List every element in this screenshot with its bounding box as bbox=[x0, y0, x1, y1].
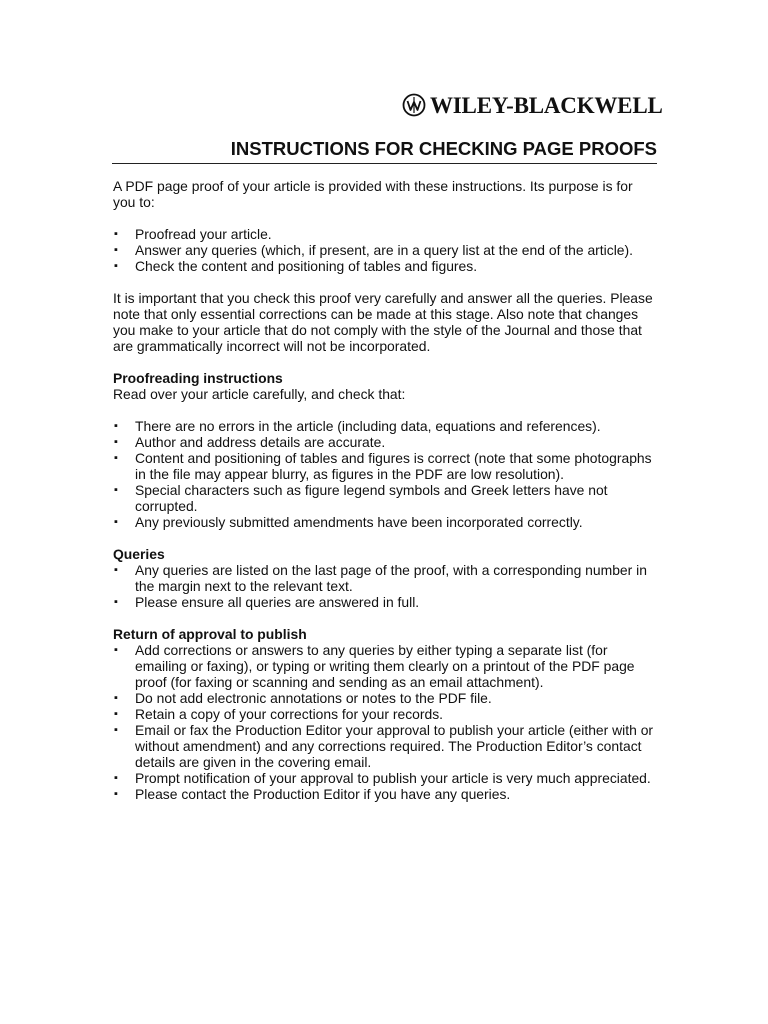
list-item: ▪ Add corrections or answers to any queries by either typing a separate list (for emailing or faxing), or typing or writing them clearly on a printout of the PDF page proof (for faxing or scanning and sending as an email attachment). bbox=[113, 642, 658, 690]
important-note-paragraph: It is important that you check this proof very carefully and answer all the queries. Please note that only essential corrections can be made at this stage. Also note that changes you make to your article that do not comply with the style of the Journal and those that are grammatically incorrect will not be incorporated. bbox=[113, 290, 653, 354]
wiley-blackwell-emblem-icon bbox=[402, 93, 426, 117]
list-item: ▪ Email or fax the Production Editor your approval to publish your article (either with or without amendment) and any corrections required. The Production Editor’s contact details are given in the covering email. bbox=[113, 722, 658, 770]
proofreading-heading: Proofreading instructions bbox=[113, 370, 283, 386]
list-item: ▪ Author and address details are accurate. bbox=[113, 434, 658, 450]
document-body bbox=[113, 178, 658, 802]
list-item: ▪ Special characters such as figure legend symbols and Greek letters have not corrupted. bbox=[113, 482, 658, 514]
proofreading-list bbox=[113, 418, 658, 530]
list-item: ▪ Please ensure all queries are answered in full. bbox=[113, 594, 658, 610]
intro-paragraph: A PDF page proof of your article is provided with these instructions. Its purpose is for you to: bbox=[113, 178, 633, 210]
queries-list bbox=[113, 562, 658, 610]
wiley-blackwell-logo bbox=[402, 88, 663, 122]
list-item: ▪ Please contact the Production Editor if you have any queries. bbox=[113, 786, 658, 802]
list-item: ▪ Any previously submitted amendments have been incorporated correctly. bbox=[113, 514, 658, 530]
list-item: ▪ Answer any queries (which, if present, are in a query list at the end of the article). bbox=[113, 242, 658, 258]
list-item: ▪ Prompt notification of your approval to publish your article is very much appreciated. bbox=[113, 770, 658, 786]
purpose-list bbox=[113, 226, 658, 274]
queries-heading: Queries bbox=[113, 546, 165, 562]
approval-heading: Return of approval to publish bbox=[113, 626, 307, 642]
proofreading-lead: Read over your article carefully, and check that: bbox=[113, 386, 406, 402]
list-item: ▪ Do not add electronic annotations or notes to the PDF file. bbox=[113, 690, 658, 706]
page-title: INSTRUCTIONS FOR CHECKING PAGE PROOFS bbox=[230, 138, 657, 159]
list-item: ▪ Any queries are listed on the last page of the proof, with a corresponding number in the margin next to the relevant text. bbox=[113, 562, 658, 594]
approval-list bbox=[113, 642, 658, 802]
list-item: ▪ Check the content and positioning of tables and figures. bbox=[113, 258, 658, 274]
list-item: ▪ Retain a copy of your corrections for your records. bbox=[113, 706, 658, 722]
logo-wordmark: WILEY-BLACKWELL bbox=[430, 92, 663, 118]
list-item: ▪ Content and positioning of tables and figures is correct (note that some photographs in the file may appear blurry, as figures in the PDF are low resolution). bbox=[113, 450, 658, 482]
list-item: ▪ Proofread your article. bbox=[113, 226, 658, 242]
list-item: ▪ There are no errors in the article (including data, equations and references). bbox=[113, 418, 658, 434]
title-divider bbox=[112, 163, 657, 164]
